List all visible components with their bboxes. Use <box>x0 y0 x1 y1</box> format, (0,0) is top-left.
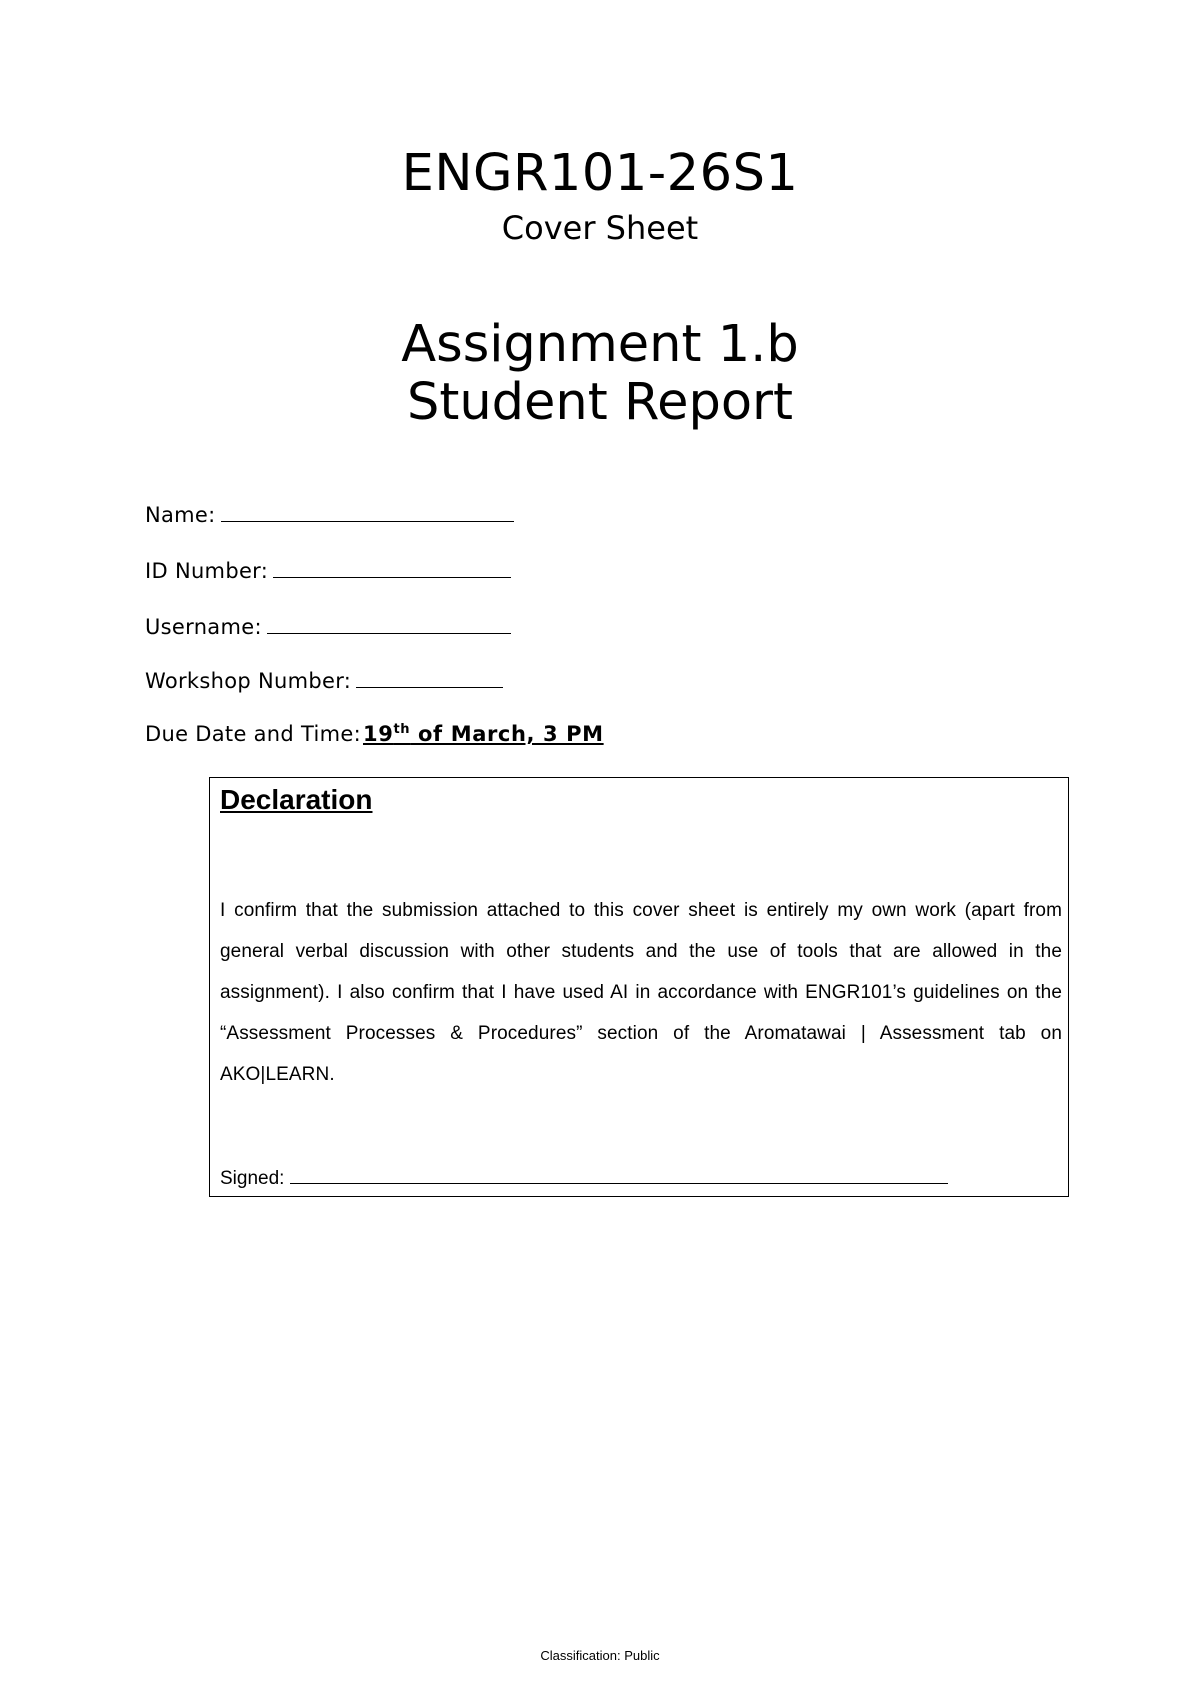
id-number-label: ID Number: <box>145 559 269 583</box>
due-day-suffix: th <box>393 722 411 737</box>
due-date-rest: of March, 3 PM <box>410 722 604 746</box>
assignment-title-line2: Student Report <box>406 373 794 432</box>
signed-row <box>220 1167 948 1188</box>
username-label: Username: <box>145 615 262 639</box>
assignment-title-line1: Assignment 1.b <box>401 315 799 374</box>
name-input-line[interactable] <box>221 503 514 522</box>
name-label: Name: <box>145 503 216 527</box>
workshop-field-row <box>145 669 503 692</box>
workshop-number-input-line[interactable] <box>356 669 503 688</box>
assignment-title <box>0 316 1200 432</box>
due-date-label: Due Date and Time: <box>145 722 361 746</box>
signed-label: Signed: <box>220 1168 285 1189</box>
id-field-row <box>145 559 511 582</box>
due-day: 19 <box>363 722 394 746</box>
name-field-row <box>145 503 514 526</box>
course-code: ENGR101-26S1 <box>401 144 799 203</box>
id-number-input-line[interactable] <box>273 559 511 578</box>
declaration-heading: Declaration <box>220 784 373 815</box>
username-field-row <box>145 615 511 638</box>
due-date-row <box>145 724 604 745</box>
signature-line[interactable] <box>290 1167 948 1184</box>
due-date-value <box>363 722 604 746</box>
cover-sheet-subtitle: Cover Sheet <box>501 209 699 247</box>
username-input-line[interactable] <box>267 615 511 634</box>
classification-footer: Classification: Public <box>540 1648 660 1663</box>
declaration-text: I confirm that the submission attached to this cover sheet is entirely my own work (apart from general verbal discussion with other students and the use of tools that are allowed in the assignment). I also confirm that I have used AI in accordance with ENGR101’s guidelines on the “Assessment Processes & Procedures” section of the Aromatawai | Assessment tab on AKO|LEARN. <box>220 900 1062 1085</box>
declaration-box <box>209 777 1069 1197</box>
workshop-number-label: Workshop Number: <box>145 669 352 693</box>
